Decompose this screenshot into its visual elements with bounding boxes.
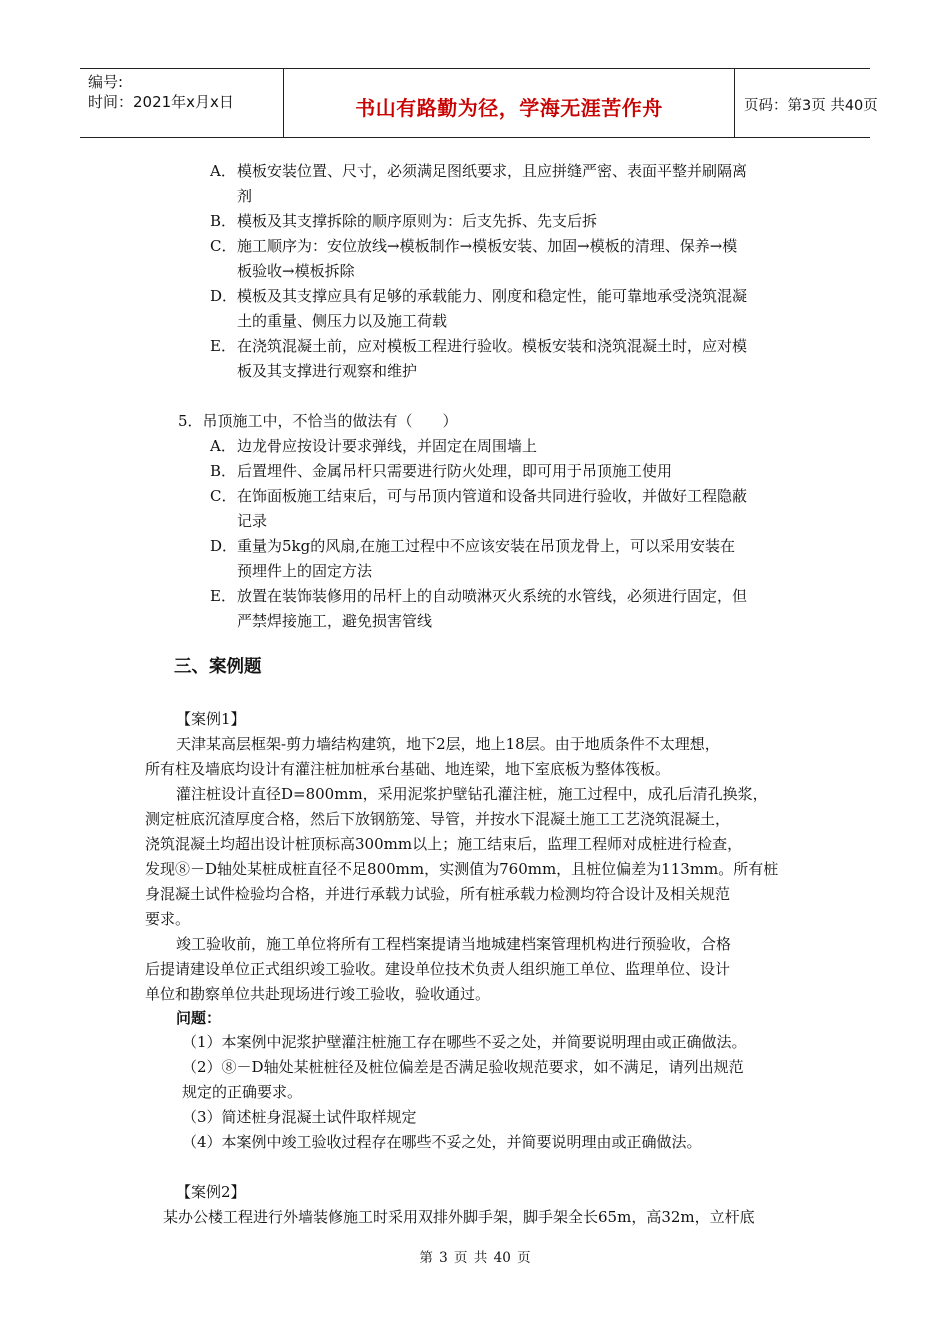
footer-page-number: 3 bbox=[439, 1250, 448, 1266]
option-text: 重量为5kg的风扇,在施工过程中不应该安装在吊顶龙骨上，可以采用安装在 bbox=[237, 537, 736, 555]
option-text: 模板安装位置、尺寸，必须满足图纸要求，且应拼缝严密、表面平整并刷隔离 bbox=[237, 162, 748, 180]
question-item: （3）简述桩身混凝土试件取样规定 bbox=[182, 1108, 417, 1126]
doc-date-label: 时间：2021年x月x日 bbox=[88, 93, 234, 111]
option-text: 放置在装饰装修用的吊杆上的自动喷淋灭火系统的水管线，必须进行固定，但 bbox=[237, 587, 748, 605]
header-meta-cell bbox=[80, 69, 283, 137]
paragraph-line: 天津某高层框架-剪力墙结构建筑，地下2层，地上18层。由于地质条件不太理想， bbox=[176, 735, 720, 753]
doc-number-label: 编号: bbox=[88, 73, 124, 91]
paragraph-line: 所有柱及墙底均设计有灌注桩加桩承台基础、地连梁，地下室底板为整体筏板。 bbox=[145, 760, 671, 778]
option-text-cont: 严禁焊接施工，避免损害管线 bbox=[237, 612, 433, 630]
paragraph-line: 浇筑混凝土均超出设计桩顶标高300mm以上；施工结束后，监理工程师对成桩进行检查， bbox=[145, 835, 743, 853]
option-text: 施工顺序为：安位放线→模板制作→模板安装、加固→模板的清理、保养→模 bbox=[237, 237, 738, 255]
option-letter: C． bbox=[210, 237, 237, 255]
paragraph-line: 发现⑧－D轴处某桩成桩直径不足800mm，实测值为760mm，且桩位偏差为113mm。所有桩 bbox=[145, 860, 779, 878]
paragraph-line: 灌注桩设计直径D=800mm，采用泥浆护壁钻孔灌注桩，施工过程中，成孔后清孔换浆， bbox=[176, 785, 768, 803]
question-item-cont: 规定的正确要求。 bbox=[182, 1083, 303, 1101]
option-letter: D． bbox=[210, 537, 238, 555]
header-motto: 书山有路勤为径，学海无涯苦作舟 bbox=[355, 96, 663, 120]
option-text: 模板及其支撑应具有足够的承载能力、刚度和稳定性，能可靠地承受浇筑混凝 bbox=[237, 287, 748, 305]
option-text: 边龙骨应按设计要求弹线，并固定在周围墙上 bbox=[237, 437, 538, 455]
footer-text: 页 bbox=[454, 1250, 468, 1266]
header-page-label: 页码：第3页 共40页 bbox=[744, 98, 878, 114]
paragraph-line: 单位和勘察单位共赴现场进行竣工验收，验收通过。 bbox=[145, 985, 491, 1003]
option-letter: E． bbox=[210, 587, 236, 605]
case-2-tag: 【案例2】 bbox=[176, 1183, 246, 1201]
option-text-cont: 土的重量、侧压力以及施工荷载 bbox=[237, 312, 448, 330]
option-text: 在饰面板施工结束后，可与吊顶内管道和设备共同进行验收，并做好工程隐蔽 bbox=[237, 487, 748, 505]
option-letter: B． bbox=[210, 462, 237, 480]
case-1-tag: 【案例1】 bbox=[176, 710, 246, 728]
paragraph-line: 要求。 bbox=[145, 910, 191, 928]
option-letter: E． bbox=[210, 337, 236, 355]
paragraph-line: 某办公楼工程进行外墙装修施工时采用双排外脚手架，脚手架全长65m，高32m，立杆底 bbox=[163, 1208, 755, 1226]
option-text-cont: 预埋件上的固定方法 bbox=[237, 562, 373, 580]
option-text-cont: 板验收→模板拆除 bbox=[237, 262, 355, 280]
header-motto-cell bbox=[283, 69, 735, 137]
question-item: （2）⑧－D轴处某桩桩径及桩位偏差是否满足验收规范要求，如不满足，请列出规范 bbox=[182, 1058, 744, 1076]
questions-label: 问题： bbox=[176, 1009, 222, 1027]
page-header bbox=[80, 68, 878, 138]
footer-text: 第 bbox=[419, 1250, 433, 1266]
option-text-cont: 记录 bbox=[237, 512, 268, 530]
option-text-cont: 剂 bbox=[237, 187, 253, 205]
footer-total-pages: 40 bbox=[493, 1250, 511, 1266]
option-text: 在浇筑混凝土前，应对模板工程进行验收。模板安装和浇筑混凝土时，应对模 bbox=[237, 337, 748, 355]
footer-text: 共 bbox=[473, 1250, 488, 1266]
section-title: 三、案例题 bbox=[174, 657, 262, 677]
paragraph-line: 竣工验收前，施工单位将所有工程档案提请当地城建档案管理机构进行预验收，合格 bbox=[176, 935, 732, 953]
question-item: （1）本案例中泥浆护壁灌注桩施工存在哪些不妥之处，并简要说明理由或正确做法。 bbox=[182, 1033, 747, 1051]
option-text-cont: 板及其支撑进行观察和维护 bbox=[237, 362, 418, 380]
question-item: （4）本案例中竣工验收过程存在哪些不妥之处，并简要说明理由或正确做法。 bbox=[182, 1133, 702, 1151]
option-text: 模板及其支撑拆除的顺序原则为：后支先拆、先支后拆 bbox=[237, 212, 598, 230]
option-letter: A． bbox=[210, 437, 236, 455]
footer-text: 页 bbox=[517, 1250, 531, 1266]
question-5-stem: 5．吊顶施工中，不恰当的做法有（ ） bbox=[178, 412, 458, 430]
option-letter: B． bbox=[210, 212, 237, 230]
paragraph-line: 后提请建设单位正式组织竣工验收。建设单位技术负责人组织施工单位、监理单位、设计 bbox=[145, 960, 731, 978]
paragraph-line: 身混凝土试件检验均合格，并进行承载力试验，所有桩承载力检测均符合设计及相关规范 bbox=[145, 885, 731, 903]
option-letter: A． bbox=[210, 162, 236, 180]
page-footer bbox=[0, 1246, 950, 1266]
paragraph-line: 测定桩底沉渣厚度合格，然后下放钢筋笼、导管，并按水下混凝土施工工艺浇筑混凝土， bbox=[145, 810, 731, 828]
option-text: 后置埋件、金属吊杆只需要进行防火处理，即可用于吊顶施工使用 bbox=[237, 462, 673, 480]
option-letter: C． bbox=[210, 487, 237, 505]
header-page-cell bbox=[734, 69, 878, 137]
option-letter: D． bbox=[210, 287, 238, 305]
